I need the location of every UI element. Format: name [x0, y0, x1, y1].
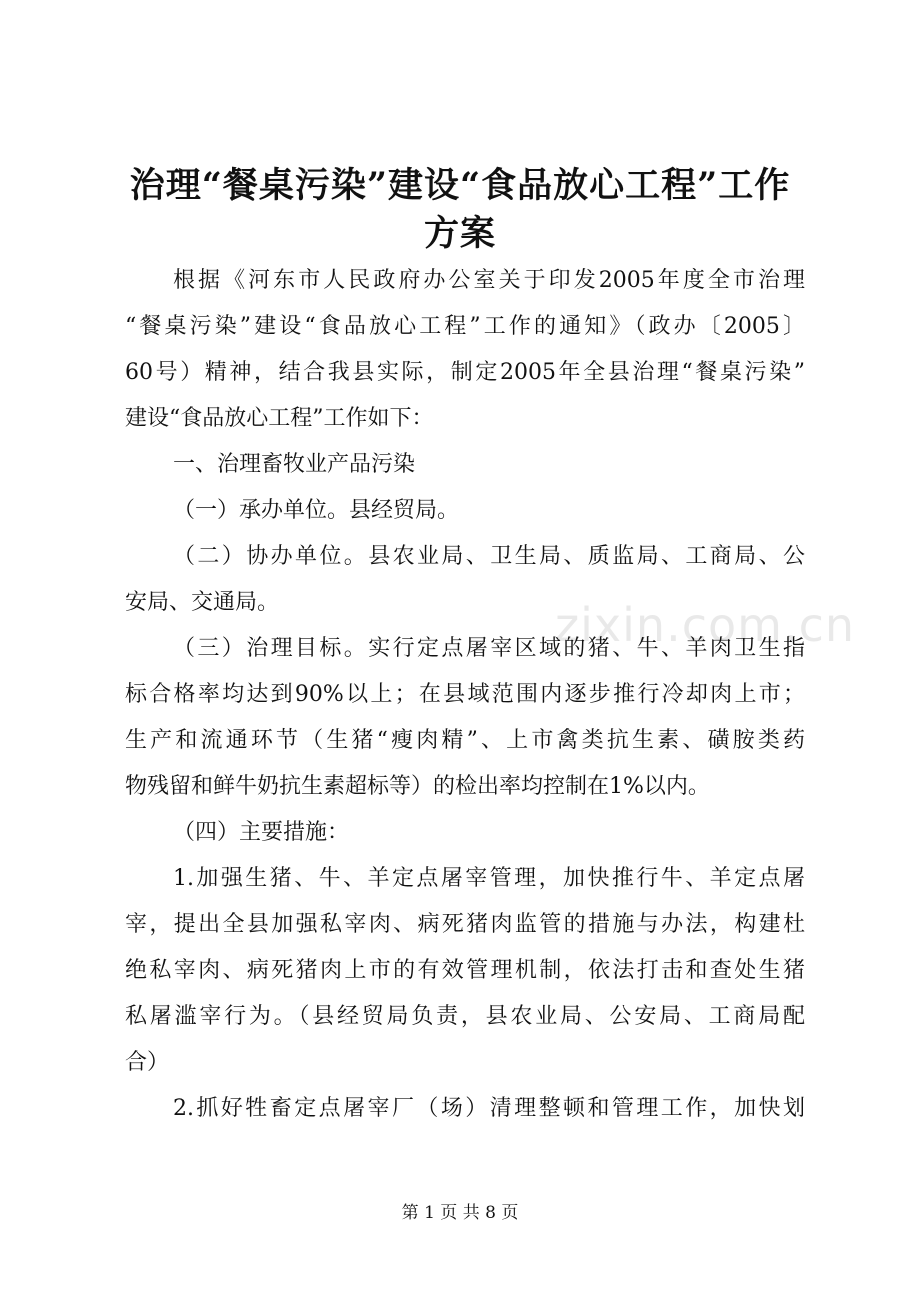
- item-targets-line-2: 标合格率均达到90%以上；在县域范围内逐步推行冷却肉上市；: [125, 682, 805, 707]
- item-host-unit: （一）承办单位。县经贸局。: [173, 498, 460, 523]
- item-targets-line-1: （三）治理目标。实行定点屠宰区域的猪、牛、羊肉卫生指: [173, 636, 805, 661]
- watermark: zixin.com.cn: [555, 598, 856, 652]
- measure-1-line-5: 合）: [125, 1050, 170, 1075]
- page-footer: 第 1 页 共 8 页: [401, 1203, 519, 1223]
- document-title-line-2: 方案: [423, 213, 496, 254]
- item-targets-line-3: 生产和流通环节（生猪“瘦肉精”、上市禽类抗生素、磺胺类药: [125, 728, 805, 753]
- item-measures-heading: （四）主要措施：: [173, 820, 350, 845]
- measure-1-line-3: 绝私宰肉、病死猪肉上市的有效管理机制，依法打击和查处生猪: [125, 958, 805, 983]
- measure-1-line-1: 1.加强生猪、牛、羊定点屠宰管理，加快推行牛、羊定点屠: [173, 866, 805, 891]
- paragraph-intro-line-2: “餐桌污染”建设“食品放心工程”工作的通知》（政办〔2005〕: [125, 314, 805, 339]
- measure-1-line-4: 私屠滥宰行为。（县经贸局负责，县农业局、公安局、工商局配: [125, 1004, 805, 1029]
- measure-2-line-1: 2.抓好牲畜定点屠宰厂（场）清理整顿和管理工作，加快划: [173, 1096, 805, 1121]
- paragraph-intro-line-4: 建设“食品放心工程”工作如下：: [125, 406, 434, 431]
- paragraph-intro-line-3: 60号）精神，结合我县实际，制定2005年全县治理“餐桌污染”: [125, 360, 805, 385]
- paragraph-intro-line-1: 根据《河东市人民政府办公室关于印发2005年度全市治理: [173, 268, 805, 293]
- measure-1-line-2: 宰，提出全县加强私宰肉、病死猪肉监管的措施与办法，构建杜: [125, 912, 805, 937]
- document-body: [125, 258, 805, 1132]
- item-co-units-line-1: （二）协办单位。县农业局、卫生局、质监局、工商局、公: [173, 544, 805, 569]
- item-co-units-line-2: 安局、交通局。: [125, 590, 280, 615]
- section-heading-1: 一、治理畜牧业产品污染: [173, 452, 416, 477]
- item-targets-line-4: 物残留和鲜牛奶抗生素超标等）的检出率均控制在1%以内。: [125, 774, 710, 799]
- document-title-line-1: 治理“餐桌污染”建设“食品放心工程”工作: [129, 165, 791, 206]
